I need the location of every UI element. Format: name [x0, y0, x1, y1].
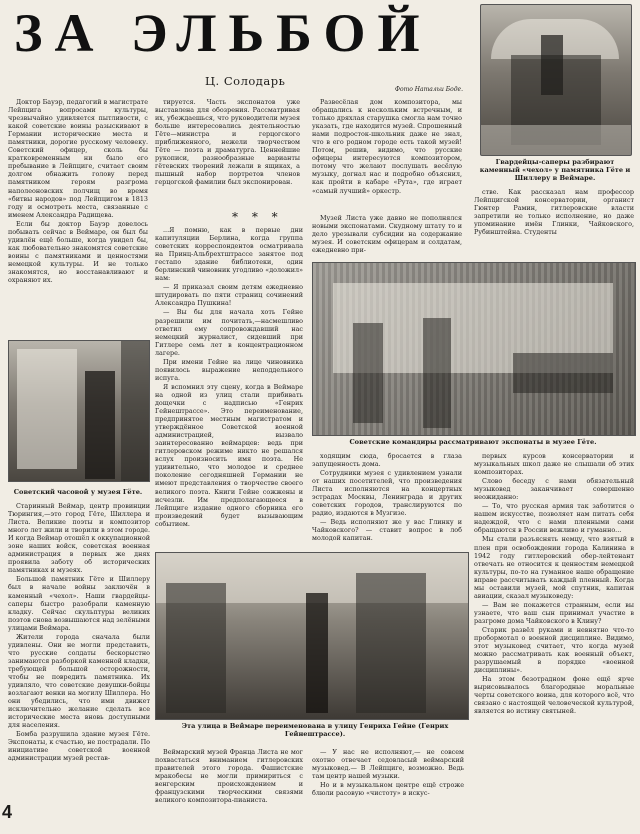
paragraph: Но и в музыкальном центре ещё строже блюли расовую «чистоту» в искус-	[312, 781, 464, 798]
text-column-6	[155, 226, 303, 548]
text-column-7	[8, 502, 150, 814]
photo-monument	[480, 4, 632, 156]
paragraph: Сотрудники музея с удивлением узнали от наших посетителей, что произведения Листа исполняются на концертных эстрадах Москвы, Ленинграда и других советских городов, транслируются по радио, издаются в Музгизе.	[312, 469, 462, 518]
paragraph: — Я приказал своим детям ежедневно штудировать по пяти страниц сочинений Александра Пушкина!	[155, 283, 303, 308]
paragraph: первых курсов консерватории и музыкальных школ даже не слышали об этих композиторах.	[474, 452, 634, 477]
paragraph: Бомба разрушила здание музея Гёте. Экспонаты, к счастью, не пострадали. По инициативе советской военной администрации музей рестав-	[8, 730, 150, 763]
page-title: ЗА ЭЛЬБОЙ	[14, 3, 432, 63]
page-number: 4	[2, 802, 13, 822]
text-column-5	[474, 188, 634, 252]
photo-museum	[312, 262, 636, 436]
section-divider: * * *	[232, 210, 283, 224]
paragraph: ходящим сюда, бросается в глаза запущенность дома.	[312, 452, 462, 469]
author-name: Ц. Солодарь	[205, 74, 286, 88]
caption-museum: Советские командиры рассматривают экспонаты в музее Гёте.	[349, 438, 597, 446]
paragraph: — Ведь исполняют же у вас Глинку и Чайковского? — ставит вопрос в лоб молодой капитан.	[312, 518, 462, 543]
caption-monument: Гвардейцы-саперы разбирают каменный «чехол» у памятника Гёте и Шиллеру в Веймаре.	[479, 158, 631, 182]
photo-sentry	[8, 340, 150, 482]
paragraph: Веймарский музей Франца Листа не мог похвастаться вниманием гитлеровских правителей этого города. Фашистские мракобесы не могли примириться с венгерским происхождением и французскими творческими связями великого композитора-пианиста.	[155, 748, 303, 805]
paragraph: Развесёлая дом композитора, мы обращались к нескольким встречным, и только дряхлая старушка смогла нам точно указать, где находится музей. Спрошенный нами подросток-школьник даже не знал, что в его родном городе есть такой музей! Потом, решив, видимо, что русские офицеры интересуются композитором, потому что желают послушать весёлую музыку, догнал нас и подробно объяснил, как пройти в кабаре «Рута», где играет «самый лучший» оркестр.	[312, 98, 462, 195]
paragraph: Старик развёл руками и невнятно что-то пробормотал о военной дисциплине. Видимо, этот музыковед считает, что когда музей можно рассматривать как военный объект, разрушаемый в порядке «военной дисциплины».	[474, 625, 634, 675]
paragraph: Жители города сначала были удивлены. Они не могли представить, что русские солдаты бескорыстно занимаются разборкой каменной кладки, требующей большой осторожности, чтобы не повредить памятника. Их удивляло, что советские девушки-бойцы возлагают венки на могилу Шиллера. Но они убедились, что ими движет исключительно желание сделать все исторические места вновь доступными для населения.	[8, 632, 150, 730]
paragraph: — Вы бы для начала хоть Гейне разрешили им почитать,—насмешливо ответил ему сопровождавший нас немецкий журналист, сидевший при Гитлере семь лет в концентрационном лагере.	[155, 308, 303, 357]
paragraph: На этом безотрадном фоне ещё ярче вырисовывалось благородные моральные черты советского воина, для которого всё, что связано с настоящей человеческой культурой, является во истину святыней.	[474, 675, 634, 716]
paragraph: Большой памятник Гёте и Шиллеру был в начале войны заключён в каменный «чехол». Наши гвардейцы-саперы быстро разобрали каменную кладку. Сейчас скульптуры великих поэтов снова возвышаются над зелёными улицами Веймара.	[8, 575, 150, 632]
paragraph: Старинный Веймар, центр провинции Тюрингия,—это город Гёте, Шиллера и Листа. Великие поэты и композитор много лет жили и творили в этом городе. И когда Веймар отошёл к оккупационной зоне наших войск, советская военная администрация в первых же днях проявила заботу об исторических памятниках и музеях.	[8, 502, 150, 575]
paragraph: ...Я помню, как в первые дни капитуляции Берлина, когда группа советских корреспондентов осматривала на Принц-Альбрехтштрассе занятое под гестапо здание библиотеки, один берлинский чиновник угодливо «доложил» нам:	[155, 226, 303, 283]
text-column-3	[312, 98, 462, 210]
paragraph: Если бы доктор Бауэр довелось побывать сейчас в Веймаре, он был бы удивлён ещё больше, когда увидел бы, как любовательно знакомятся советские воины с памятниками и ценностями немецкой культуры. И не только знакомятся, но восстанавливают и охраняют их.	[8, 219, 148, 285]
paragraph: При имени Гейне на лице чиновника появилось выражение неподдельного испуга.	[155, 357, 303, 382]
paragraph: тируется. Часть экспонатов уже выставлена для обозрения. Рассматривая их, убеждаешься, что руководители музея больше интересовались деятельностью Гёте—министра и герцогского приближенного, нежели творчеством Гёте — поэта и драматурга. Ценнейшие рукописи, разнообразные варианты гётевских творений лежали в ящиках, а пышный набор портретов членов герцогской фамилии был экспонирован.	[155, 98, 300, 187]
text-column-10	[155, 748, 303, 814]
photo-credit: Фото Натальи Боде.	[395, 86, 464, 93]
caption-sentry: Советский часовой у музея Гёте.	[13, 488, 143, 496]
caption-street: Эта улица в Веймаре переименована в улицу Генриха Гейне (Генрих Гейнештрассе).	[181, 722, 449, 738]
paragraph: Слово беседу с нами обязательный музыковед заканчивает совершенно неожиданно:	[474, 477, 634, 502]
paragraph: Я вспомнил эту сцену, когда в Веймаре на одной из улиц стали прибивать дощечки с надписью «Генрих Гейнештрассе». Это переименование, предпринятое местным магистратом и утверждённое Советской военной администрацией, вызвало заинтересованно веймарцев: ведь при гитлеровском режиме никто не решался вслух произносить имя поэта. Не удивительно, что молодое и среднее поколение сегодняшней Германии не имеют представления о творчестве своего великого поэта. Книги Гейне сожжены и исчезли. Им предполагающееся в Лейпциге издание одного сборника его произведений будет вызывающим событием.	[155, 382, 303, 528]
text-column-4	[312, 214, 462, 262]
paragraph: Доктор Бауэр, педагогий в магистрате Лейпцига вопросами культуры, чрезвычайно удивляется пытливости, с какой советские воины разыскивают в Германии исторические места и памятники, дорогие русскому человеку. Советский офицер, сколь бы кратковременным ни было его пребывание в Лейпциге, считает своим долгом обнажить голову перед памятником героям разгрома наполеоновских полчищ во время «битвы народов» под Лейпцигом в 1813 году и осмотреть места, связанные с именем Александра Радищева.	[8, 98, 148, 219]
text-column-2	[155, 98, 300, 204]
text-column-1	[8, 98, 148, 336]
text-column-9	[474, 452, 634, 814]
text-column-11	[312, 748, 464, 814]
text-column-8	[312, 452, 462, 548]
paragraph: стве. Как рассказал нам профессор Лейпцигской консерватории, органист Гюнтер Рамин, гитлеровские власти запретили не только исполнение, но даже упоминание имён Глинки, Чайковского, Рубинштейна. Студенты	[474, 188, 634, 237]
paragraph: Мы стали разъяснять немцу, что взятый в плен при освобождении города Калинина в 1942 году гитлеровский обер-лейтенант отвечать не относится к ценностям немецкой культуры, по-то на гуманное наше обращение вправе рассчитывать каждый пленный. Когда мы оставили музей, мой спутник, капитан авиации, сказал музыковеду:	[474, 535, 634, 600]
paragraph: — Вам не покажется странным, если вы узнаете, что ваш сын принимал участие в разгроме дома Чайковского в Клину?	[474, 600, 634, 625]
paragraph: — У нас не исполняют,— не совсем охотно отвечает седовласый веймарский музыковед.— В Лейпциге, возможно. Ведь там центр нашей музыки.	[312, 748, 464, 781]
photo-street	[155, 552, 469, 720]
paragraph: — То, что русская армия так заботится о нашем искусстве, позволяет нам питать себя надеждой, что с нами пленными сами обращаются в России вежливо и гуманно...	[474, 502, 634, 535]
paragraph: Музей Листа уже давно не пополнялся новыми экспонатами. Скудному штату то и дело урезывали субсидии на содержание музея. И советским офицерам и солдатам, ежедневно при-	[312, 214, 462, 255]
